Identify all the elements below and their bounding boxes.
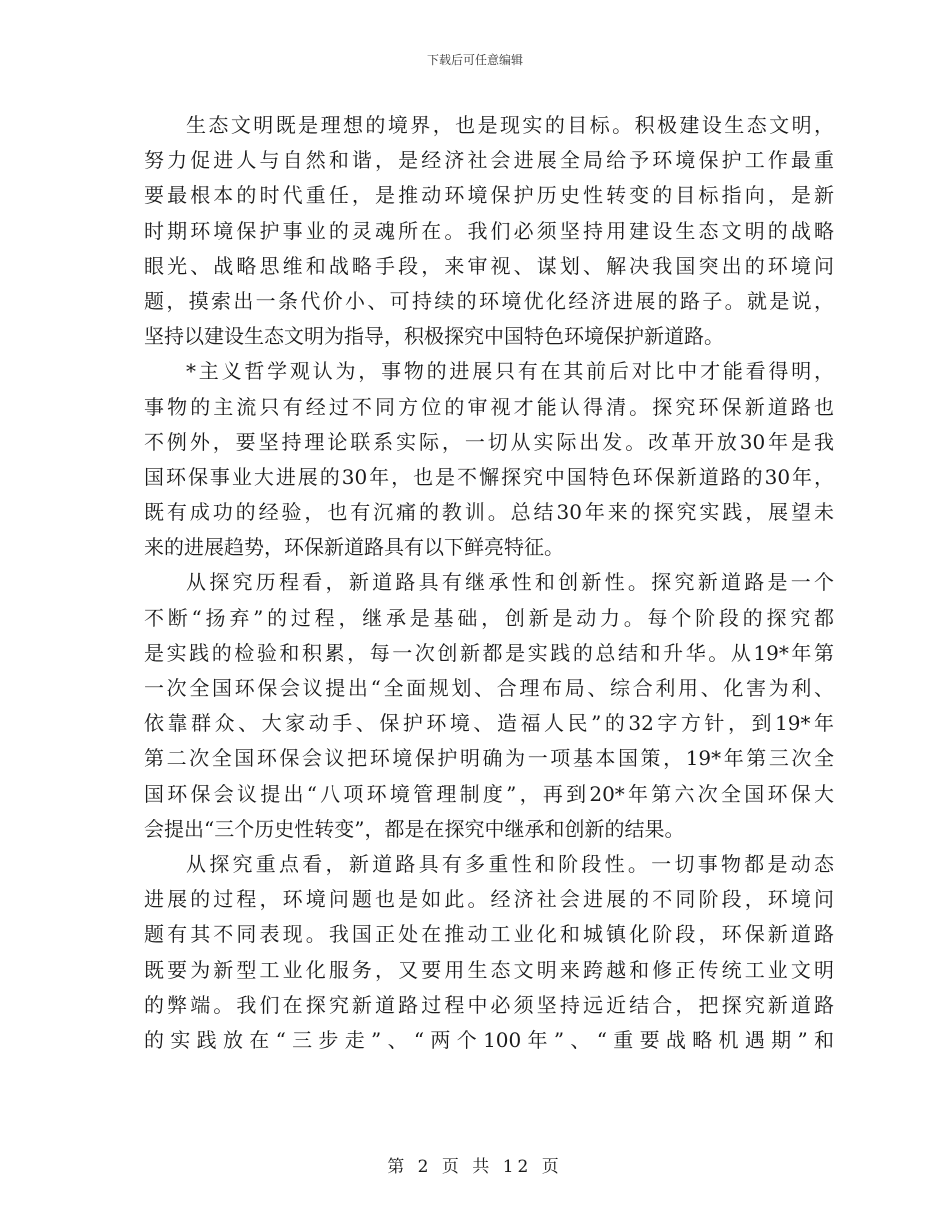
text-line: 一次全国环保会议提出“全面规划、合理布局、综合利用、化害为利、: [144, 676, 834, 700]
text-line: *主义哲学观认为，事物的进展只有在其前后对比中才能看得明，: [186, 359, 834, 384]
text-line: 的弊端。我们在探究新道路过程中必须坚持远近结合，把探究新道路: [144, 992, 834, 1017]
text-line: 从探究历程看，新道路具有继承性和创新性。探究新道路是一个: [186, 570, 834, 595]
text-line: 是实践的检验和积累，每一次创新都是实践的总结和升华。从19*年第: [144, 640, 834, 665]
text-line: 进展的过程，环境问题也是如此。经济社会进展的不同阶段，环境问: [144, 887, 834, 912]
text-line: 国环保会议提出“八项环境管理制度”，再到20*年第六次全国环保大: [144, 781, 834, 806]
text-line: 国环保事业大进展的30年，也是不懈探究中国特色环保新道路的30年，: [144, 464, 834, 489]
text-line: 坚持以建设生态文明为指导，积极探究中国特色环境保护新道路。: [144, 324, 724, 349]
text-line: 的实践放在“三步走”、“两个100年”、“重要战略机遇期”和: [144, 1027, 834, 1052]
text-line: 事物的主流只有经过不同方位的审视才能认得清。探究环保新道路也: [144, 394, 834, 419]
text-line: 既有成功的经验，也有沉痛的教训。总结30年来的探究实践，展望未: [144, 500, 834, 525]
page-header: 下载后可任意编辑: [426, 53, 523, 67]
text-line: 时期环境保护事业的灵魂所在。我们必须坚持用建设生态文明的战略: [144, 218, 834, 243]
text-line: 眼光、战略思维和战略手段，来审视、谋划、解决我国突出的环境问: [144, 253, 834, 278]
text-line: 来的进展趋势，环保新道路具有以下鲜亮特征。: [144, 535, 564, 560]
text-line: 既要为新型工业化服务，又要用生态文明来跨越和修正传统工业文明: [144, 957, 834, 982]
text-line: 生态文明既是理想的境界，也是现实的目标。积极建设生态文明，: [186, 113, 834, 137]
text-line: 会提出“三个历史性转变”，都是在探究中继承和创新的结果。: [144, 816, 685, 841]
text-line: 努力促进人与自然和谐，是经济社会进展全局给予环境保护工作最重: [144, 148, 834, 173]
text-line: 题，摸索出一条代价小、可持续的环境优化经济进展的路子。就是说，: [144, 288, 834, 313]
text-line: 第二次全国环保会议把环境保护明确为一项基本国策，19*年第三次全: [144, 746, 834, 771]
text-line: 从探究重点看，新道路具有多重性和阶段性。一切事物都是动态: [186, 851, 834, 876]
body-text: [144, 108, 834, 1058]
text-line: 不断“扬弃”的过程，继承是基础，创新是动力。每个阶段的探究都: [144, 605, 834, 630]
page-footer: 第 2 页 共 12 页: [387, 1157, 563, 1177]
text-line: 要最根本的时代重任，是推动环境保护历史性转变的目标指向，是新: [144, 183, 834, 208]
text-line: 不例外，要坚持理论联系实际，一切从实际出发。改革开放30年是我: [144, 429, 834, 454]
text-line: 题有其不同表现。我国正处在推动工业化和城镇化阶段，环保新道路: [144, 922, 834, 947]
text-line: 依靠群众、大家动手、保护环境、造福人民”的32字方针，到19*年: [144, 711, 834, 736]
